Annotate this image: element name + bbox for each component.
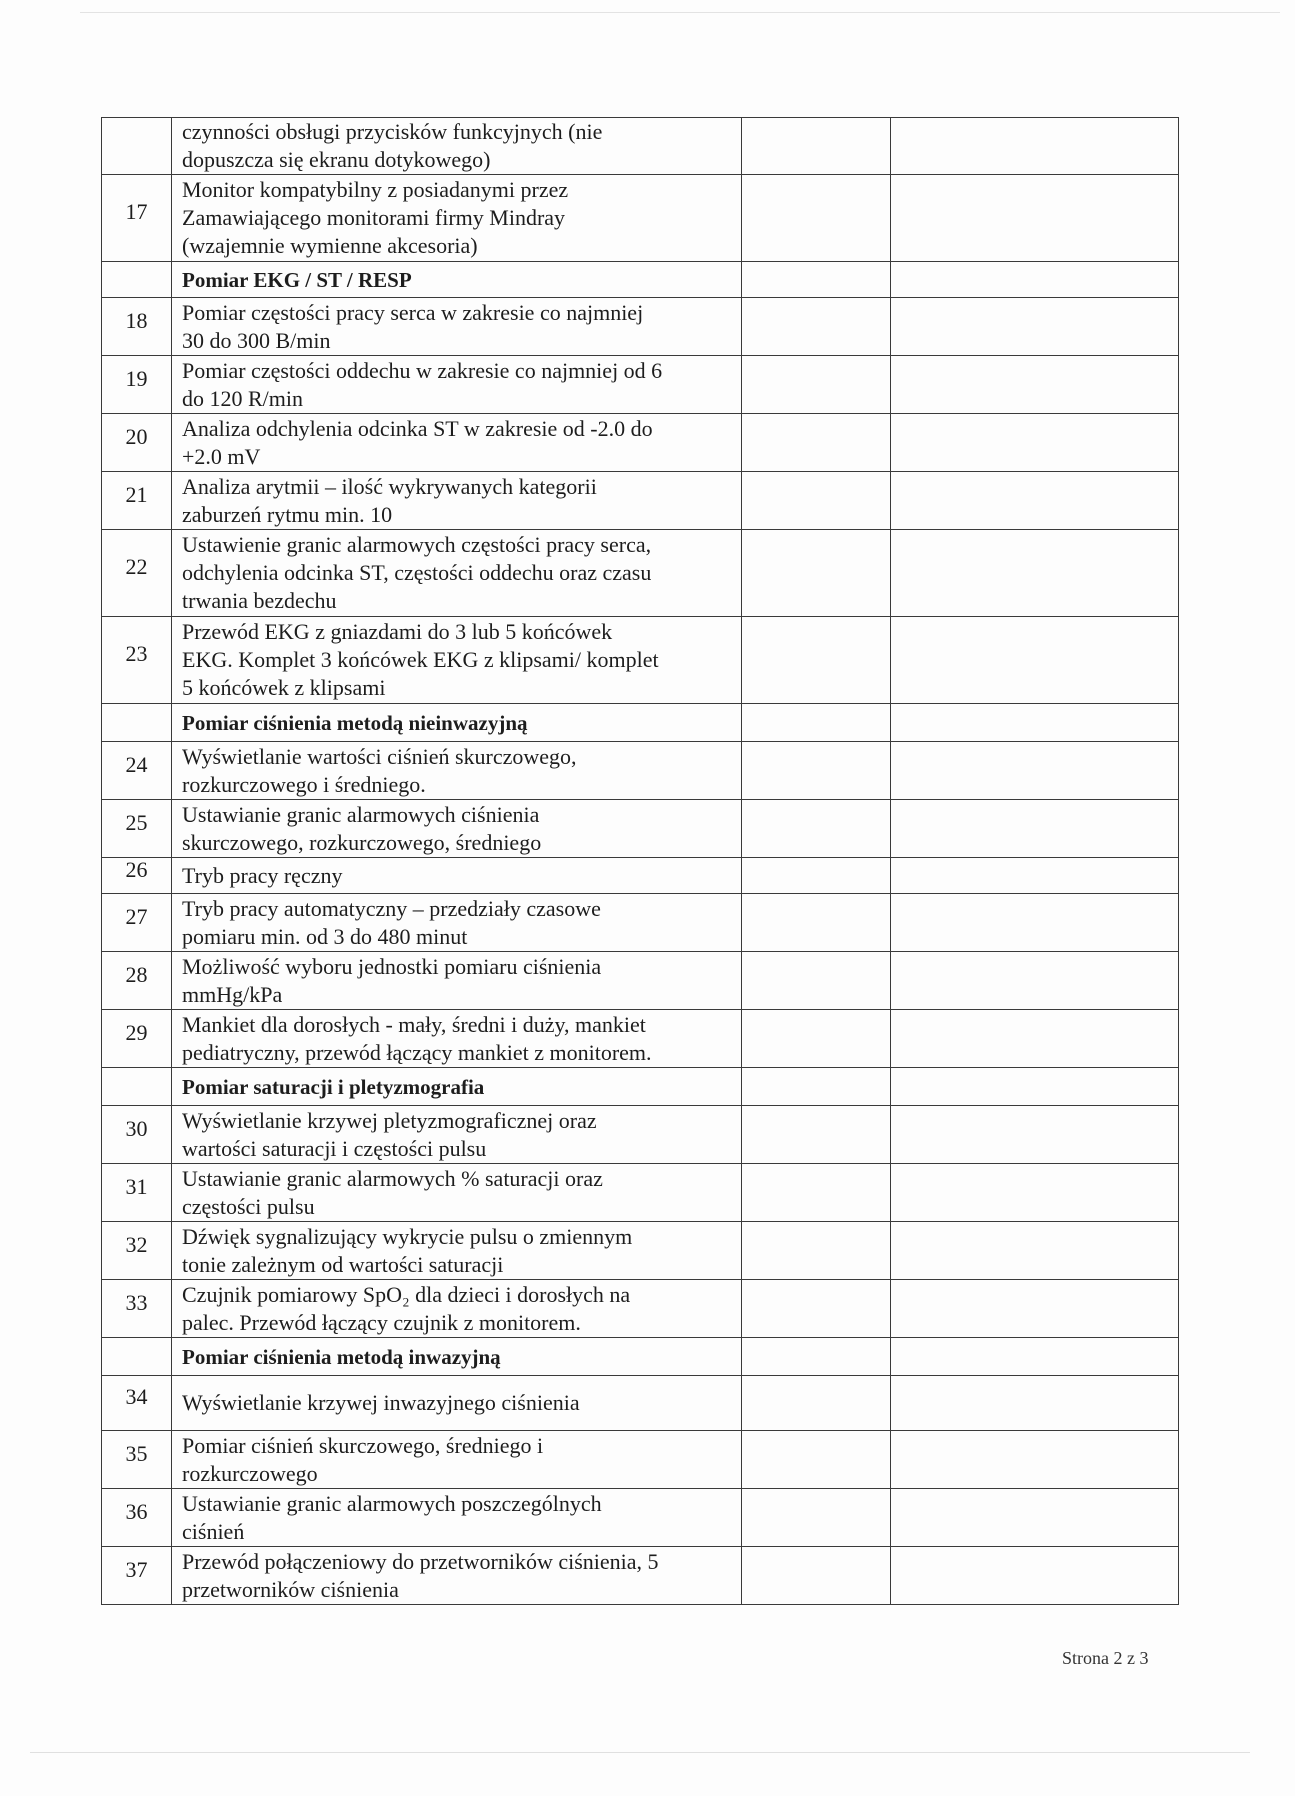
description-line: Pomiar ciśnienia metodą inwazyjną — [182, 1344, 501, 1369]
description-line: Analiza arytmii – ilość wykrywanych kategorii — [182, 473, 597, 499]
offered-parameter-cell — [891, 800, 1179, 858]
offered-parameter-cell — [891, 1376, 1179, 1431]
row-number — [102, 262, 172, 298]
requirement-description — [172, 742, 742, 800]
requirement-description — [172, 894, 742, 952]
description-line: Wyświetlanie krzywej inwazyjnego ciśnienia — [182, 1390, 580, 1415]
row-number — [102, 800, 172, 858]
row-number — [102, 1280, 172, 1338]
required-parameter-cell — [742, 894, 891, 952]
required-parameter-cell — [742, 1222, 891, 1280]
description-line: dopuszcza się ekranu dotykowego) — [182, 147, 491, 172]
requirement-description — [172, 858, 742, 894]
required-parameter-cell — [742, 356, 891, 414]
specification-table — [101, 117, 1179, 1605]
description-line: mmHg/kPa — [182, 981, 283, 1007]
required-parameter-cell — [742, 118, 891, 175]
requirement-description — [172, 1431, 742, 1489]
table-row — [102, 472, 1179, 530]
row-number-text: 19 — [125, 365, 148, 391]
offered-parameter-cell — [891, 1164, 1179, 1222]
offered-parameter-cell — [891, 1222, 1179, 1280]
requirement-description — [172, 1376, 742, 1431]
description-line: palec. Przewód łączący czujnik z monitorem. — [182, 1309, 581, 1335]
table-row — [102, 1547, 1179, 1605]
section-title — [172, 704, 742, 742]
offered-parameter-cell — [891, 262, 1179, 298]
row-number-text: 33 — [125, 1289, 148, 1315]
table-row — [102, 175, 1179, 262]
table-row — [102, 742, 1179, 800]
table-row — [102, 298, 1179, 356]
row-number-text: 27 — [125, 903, 148, 929]
description-line: Pomiar częstości oddechu w zakresie co najmniej od 6 — [182, 357, 663, 383]
offered-parameter-cell — [891, 1489, 1179, 1547]
row-number-text: 34 — [125, 1384, 148, 1409]
row-number-text: 18 — [125, 307, 148, 333]
table-row — [102, 1164, 1179, 1222]
table-row — [102, 1489, 1179, 1547]
offered-parameter-cell — [891, 894, 1179, 952]
description-line: Pomiar saturacji i pletyzmografia — [182, 1074, 485, 1099]
row-number-text: 22 — [125, 554, 148, 579]
description-line: czynności obsługi przycisków funkcyjnych (nie — [182, 119, 603, 144]
table-row — [102, 118, 1179, 175]
row-number — [102, 1068, 172, 1106]
offered-parameter-cell — [891, 858, 1179, 894]
section-title — [172, 1338, 742, 1376]
required-parameter-cell — [742, 1489, 891, 1547]
description-line: ciśnień — [182, 1518, 245, 1544]
row-number-text: 23 — [125, 641, 148, 666]
offered-parameter-cell — [891, 704, 1179, 742]
table-row — [102, 894, 1179, 952]
offered-parameter-cell — [891, 742, 1179, 800]
row-number-text: 37 — [125, 1556, 148, 1582]
description-line: rozkurczowego — [182, 1460, 318, 1486]
required-parameter-cell — [742, 1376, 891, 1431]
description-line: Ustawienie granic alarmowych częstości pracy serca, — [182, 532, 652, 557]
table-row — [102, 530, 1179, 617]
table-row — [102, 1280, 1179, 1338]
offered-parameter-cell — [891, 356, 1179, 414]
specification-table-body — [102, 118, 1179, 1605]
table-row — [102, 414, 1179, 472]
requirement-description — [172, 414, 742, 472]
row-number — [102, 1106, 172, 1164]
offered-parameter-cell — [891, 1280, 1179, 1338]
row-number-text: 29 — [125, 1019, 148, 1045]
requirement-description — [172, 118, 742, 175]
row-number — [102, 952, 172, 1010]
description-line: pediatryczny, przewód łączący mankiet z monitorem. — [182, 1039, 652, 1065]
table-row — [102, 1106, 1179, 1164]
section-header-row — [102, 1068, 1179, 1106]
description-line: tonie zależnym od wartości saturacji — [182, 1251, 504, 1277]
requirement-description — [172, 1164, 742, 1222]
description-line: 30 do 300 B/min — [182, 327, 331, 353]
requirement-description — [172, 617, 742, 704]
row-number — [102, 1222, 172, 1280]
offered-parameter-cell — [891, 1068, 1179, 1106]
description-line: przetworników ciśnienia — [182, 1576, 399, 1602]
description-line: Ustawianie granic alarmowych ciśnienia — [182, 801, 540, 827]
description-line: Dźwięk sygnalizujący wykrycie pulsu o zmiennym — [182, 1223, 633, 1249]
description-line: Ustawianie granic alarmowych poszczególnych — [182, 1490, 602, 1516]
description-line: skurczowego, rozkurczowego, średniego — [182, 829, 542, 855]
required-parameter-cell — [742, 617, 891, 704]
required-parameter-cell — [742, 952, 891, 1010]
row-number — [102, 704, 172, 742]
table-row — [102, 1010, 1179, 1068]
row-number — [102, 894, 172, 952]
table-row — [102, 617, 1179, 704]
required-parameter-cell — [742, 262, 891, 298]
offered-parameter-cell — [891, 414, 1179, 472]
table-row — [102, 1431, 1179, 1489]
requirement-description — [172, 1222, 742, 1280]
row-number — [102, 118, 172, 175]
row-number — [102, 1376, 172, 1431]
offered-parameter-cell — [891, 952, 1179, 1010]
offered-parameter-cell — [891, 1431, 1179, 1489]
description-line: Wyświetlanie wartości ciśnień skurczowego, — [182, 743, 577, 769]
requirement-description — [172, 1106, 742, 1164]
scan-edge-top — [80, 12, 1280, 13]
requirement-description — [172, 298, 742, 356]
description-line: Przewód połączeniowy do przetworników ciśnienia, 5 — [182, 1548, 659, 1574]
description-line: Pomiar EKG / ST / RESP — [182, 267, 412, 292]
row-number — [102, 298, 172, 356]
row-number-text: 26 — [125, 856, 148, 882]
table-row — [102, 1376, 1179, 1431]
required-parameter-cell — [742, 1164, 891, 1222]
description-line: Monitor kompatybilny z posiadanymi przez — [182, 177, 569, 202]
description-line: Tryb pracy automatyczny – przedziały czasowe — [182, 895, 601, 921]
description-line: Pomiar ciśnienia metodą nieinwazyjną — [182, 710, 528, 735]
description-line: +2.0 mV — [182, 443, 261, 469]
requirement-description — [172, 800, 742, 858]
requirement-description — [172, 175, 742, 262]
required-parameter-cell — [742, 175, 891, 262]
description-line: Przewód EKG z gniazdami do 3 lub 5 końcówek — [182, 619, 613, 644]
requirement-description — [172, 1010, 742, 1068]
required-parameter-cell — [742, 800, 891, 858]
row-number — [102, 1010, 172, 1068]
offered-parameter-cell — [891, 298, 1179, 356]
required-parameter-cell — [742, 1010, 891, 1068]
required-parameter-cell — [742, 704, 891, 742]
row-number — [102, 472, 172, 530]
table-row — [102, 800, 1179, 858]
description-line: Pomiar częstości pracy serca w zakresie co najmniej — [182, 299, 644, 325]
requirement-description — [172, 1280, 742, 1338]
description-line: do 120 R/min — [182, 385, 304, 411]
row-number-text: 30 — [125, 1115, 148, 1141]
description-line: Czujnik pomiarowy SpO₂ dla dzieci i dorosłych na — [182, 1281, 631, 1307]
row-number — [102, 1431, 172, 1489]
row-number — [102, 356, 172, 414]
row-number — [102, 530, 172, 617]
row-number-text: 35 — [125, 1440, 148, 1466]
description-line: zaburzeń rytmu min. 10 — [182, 501, 393, 527]
section-title — [172, 262, 742, 298]
description-line: 5 końcówek z klipsami — [182, 675, 386, 700]
table-row — [102, 1222, 1179, 1280]
offered-parameter-cell — [891, 1106, 1179, 1164]
required-parameter-cell — [742, 298, 891, 356]
row-number — [102, 1547, 172, 1605]
description-line: Analiza odchylenia odcinka ST w zakresie od -2.0 do — [182, 415, 653, 441]
required-parameter-cell — [742, 1431, 891, 1489]
description-line: Ustawianie granic alarmowych % saturacji oraz — [182, 1165, 603, 1191]
required-parameter-cell — [742, 1338, 891, 1376]
offered-parameter-cell — [891, 118, 1179, 175]
row-number — [102, 414, 172, 472]
row-number — [102, 1338, 172, 1376]
row-number — [102, 858, 172, 894]
required-parameter-cell — [742, 742, 891, 800]
row-number — [102, 742, 172, 800]
required-parameter-cell — [742, 1106, 891, 1164]
table-row — [102, 858, 1179, 894]
description-line: Wyświetlanie krzywej pletyzmograficznej oraz — [182, 1107, 597, 1133]
row-number — [102, 175, 172, 262]
requirement-description — [172, 530, 742, 617]
row-number-text: 21 — [125, 481, 148, 507]
required-parameter-cell — [742, 472, 891, 530]
scan-edge-bottom — [30, 1752, 1250, 1753]
section-header-row — [102, 704, 1179, 742]
row-number-text: 25 — [125, 809, 148, 835]
description-line: wartości saturacji i częstości pulsu — [182, 1135, 487, 1161]
description-line: trwania bezdechu — [182, 588, 337, 613]
description-line: (wzajemnie wymienne akcesoria) — [182, 233, 478, 258]
requirement-description — [172, 1489, 742, 1547]
table-row — [102, 356, 1179, 414]
requirement-description — [172, 356, 742, 414]
row-number-text: 31 — [125, 1173, 148, 1199]
table-row — [102, 952, 1179, 1010]
required-parameter-cell — [742, 1280, 891, 1338]
description-line: częstości pulsu — [182, 1193, 315, 1219]
offered-parameter-cell — [891, 530, 1179, 617]
offered-parameter-cell — [891, 175, 1179, 262]
required-parameter-cell — [742, 858, 891, 894]
requirement-description — [172, 472, 742, 530]
offered-parameter-cell — [891, 472, 1179, 530]
requirement-description — [172, 952, 742, 1010]
required-parameter-cell — [742, 1547, 891, 1605]
row-number — [102, 1489, 172, 1547]
offered-parameter-cell — [891, 1010, 1179, 1068]
row-number-text: 36 — [125, 1498, 148, 1524]
description-line: rozkurczowego i średniego. — [182, 771, 426, 797]
page-number: Strona 2 z 3 — [1062, 1648, 1149, 1668]
section-title — [172, 1068, 742, 1106]
offered-parameter-cell — [891, 1338, 1179, 1376]
row-number-text: 32 — [125, 1231, 148, 1257]
row-number — [102, 1164, 172, 1222]
description-line: Możliwość wyboru jednostki pomiaru ciśnienia — [182, 953, 602, 979]
description-line: Pomiar ciśnień skurczowego, średniego i — [182, 1432, 544, 1458]
row-number-text: 20 — [125, 423, 148, 449]
description-line: pomiaru min. od 3 do 480 minut — [182, 923, 468, 949]
requirement-description — [172, 1547, 742, 1605]
row-number — [102, 617, 172, 704]
description-line: Tryb pracy ręczny — [182, 862, 343, 888]
description-line: odchylenia odcinka ST, częstości oddechu oraz czasu — [182, 560, 652, 585]
required-parameter-cell — [742, 530, 891, 617]
offered-parameter-cell — [891, 617, 1179, 704]
required-parameter-cell — [742, 414, 891, 472]
section-header-row — [102, 262, 1179, 298]
row-number-text: 28 — [125, 961, 148, 987]
section-header-row — [102, 1338, 1179, 1376]
row-number-text: 17 — [125, 199, 148, 224]
description-line: Mankiet dla dorosłych - mały, średni i duży, mankiet — [182, 1011, 646, 1037]
offered-parameter-cell — [891, 1547, 1179, 1605]
required-parameter-cell — [742, 1068, 891, 1106]
row-number-text: 24 — [125, 751, 148, 777]
description-line: Zamawiającego monitorami firmy Mindray — [182, 205, 566, 230]
description-line: EKG. Komplet 3 końcówek EKG z klipsami/ komplet — [182, 647, 659, 672]
